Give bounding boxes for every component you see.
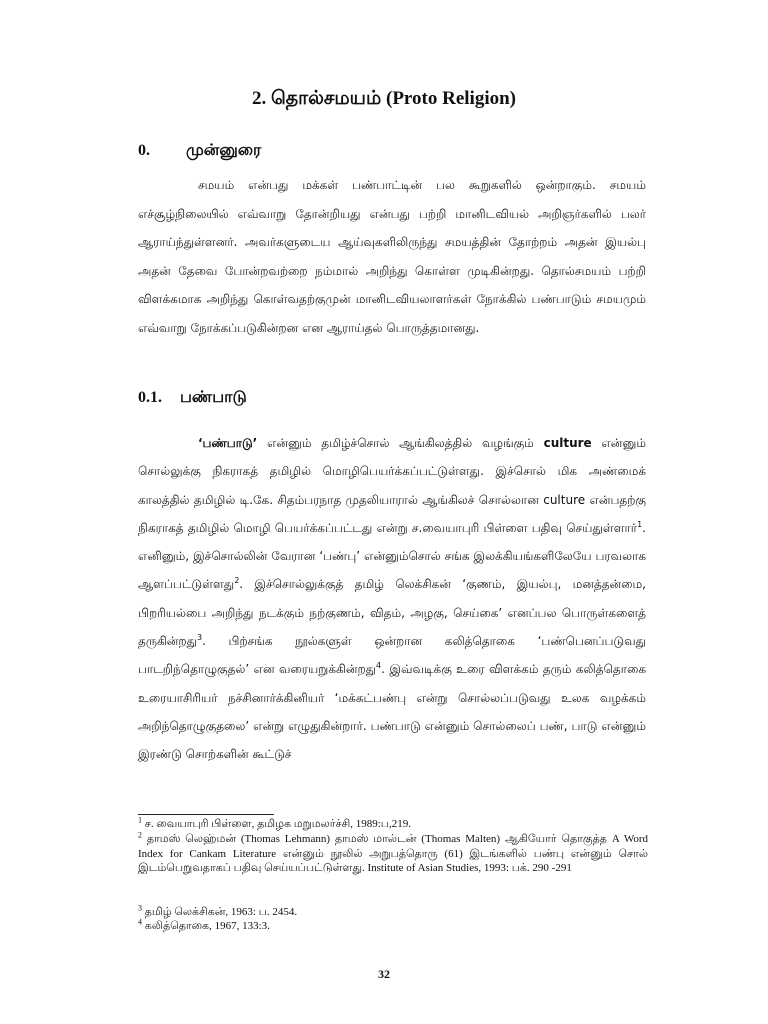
footnote-mark: 3 [138, 903, 142, 913]
footnote-ref-1: 1 [637, 519, 643, 529]
footnote-ref-2: 2 [234, 576, 240, 586]
chapter-title: 2. தொல்சமயம் (Proto Religion) [252, 88, 516, 109]
footnote-text: ச. வையாபுரி பிள்ளை, தமிழக மறுமலர்ச்சி, 1989:ப,219. [142, 818, 411, 830]
paragraph-text: என்னும் சொல்லுக்கு நிகராகத் தமிழில் மொழிபெயர்க்கப்பட்டுள்ளது. இச்சொல் மிக அண்மைக் காலத்தில் தமிழில் டி.கே. சிதம்பரநாத முதலியாரால் ஆங்கிலச் சொல்லான [138, 436, 646, 507]
section-heading-culture [138, 387, 247, 409]
english-term: culture [543, 492, 586, 507]
footnote-ref-3: 3 [196, 633, 203, 643]
footnote-text: தமிழ் லெக்சிகன், 1963: ப. 2454. [142, 906, 298, 918]
footnote-text: தாமஸ் லெஹ்மன் (Thomas Lehmann) தாமஸ் மால்டன் (Thomas Malten) ஆகியோர் தொகுத்த A Word Index for Cankam Literature என்னும் நூலில் அறுபத்தொரு (61) இடங்களில் பண்பு என்னும் சொல் இடம்பெறுவதாகப் பதிவு செய்யப்பட்டுள்ளது. Institute of Asian Studies, 1993: பக். 290 -291 [138, 833, 648, 874]
culture-paragraph [138, 429, 646, 769]
paragraph-text: என்பதற்கு நிகராகத் தமிழில் மொழி பெயர்க்கப்பட்டது என்று ச.வையாபுரி பிள்ளை பதிவு செய்துள்ளார் [138, 492, 646, 535]
paragraph-text: என்னும் தமிழ்ச்சொல் ஆங்கிலத்தில் வழங்கும் [257, 436, 544, 450]
paragraph-text: . இவ்வடிக்கு உரை விளக்கம் தரும் கலித்தொகை உரையாசிரியர் நச்சினார்க்கினியர் ‘மக்கட்பண்பு என்று சொல்லப்படுவது உலக வழக்கம் அறிந்தொழுகுதலை’ என்று எழுதுகின்றார். பண்பாடு என்னும் சொல்லைப் பண், பாடு என்னும் இரண்டு சொற்களின் கூட்டுச் [138, 662, 646, 762]
footnote-divider [138, 814, 274, 815]
footnote-ref-4: 4 [376, 661, 382, 671]
section-number: 0. [138, 142, 150, 159]
section-title: முன்னுரை [186, 142, 262, 159]
footnote-text: கலித்தொகை, 1967, 133:3. [142, 920, 270, 932]
footnote-2 [138, 832, 648, 876]
page-number: 32 [378, 967, 390, 981]
footnote-mark: 2 [138, 830, 142, 840]
introduction-paragraph: சமயம் என்பது மக்கள் பண்பாட்டின் பல கூறுகளில் ஒன்றாகும். சமயம் எச்சூழ்நிலையில் எவ்வாறு தோன்றியது என்பது பற்றி மானிடவியல் அறிஞர்களில் பலர் ஆராய்ந்துள்ளனர். அவர்களுடைய ஆய்வுகளிலிருந்து சமயத்தின் தோற்றம் அதன் இயல்பு அதன் தேவை போன்றவற்றை நம்மால் அறிந்து கொள்ள முடிகின்றது. தொல்சமயம் பற்றி விளக்கமாக அறிந்து கொள்வதற்குமுன் மானிடவியலாளர்கள் நோக்கில் பண்பாடும் சமயமும் எவ்வாறு நோக்கப்படுகின்றன என ஆராய்தல் பொருத்தமானது. [138, 178, 646, 335]
paragraph-text: . எனினும், இச்சொல்லின் வேரான ‘பண்பு’ என்னும்சொல் சங்க இலக்கியங்களிலேயே பரவலாக ஆளப்பட்டுள்ளது [138, 520, 646, 592]
footnote-mark: 1 [138, 815, 142, 825]
footnote-3 [138, 905, 648, 920]
section-number: 0.1. [138, 389, 162, 406]
paragraph-text: . இச்சொல்லுக்குத் தமிழ் லெக்சிகன் ‘குணம், இயல்பு, மனத்தன்மை, பிறரியல்பை அறிந்து நடக்கும் நற்குணம், விதம், அழகு, செய்கை’ எனப்பல பொருள்களைத் தருகின்றது [138, 577, 646, 649]
section-title: பண்பாடு [180, 389, 247, 406]
section-heading-introduction [138, 140, 261, 162]
footnote-mark: 4 [138, 917, 142, 927]
english-term: culture [543, 436, 592, 450]
paragraph-text: . பிற்சங்க நூல்களுள் ஒன்றான கலித்தொகை ‘பண்பெனப்படுவது பாடறிந்தொழுகுதல்’ என வரையறுக்கின்றது [138, 634, 646, 677]
footnote-1 [138, 817, 648, 832]
footnote-4 [138, 919, 648, 934]
quoted-term: ‘பண்பாடு’ [198, 436, 258, 450]
